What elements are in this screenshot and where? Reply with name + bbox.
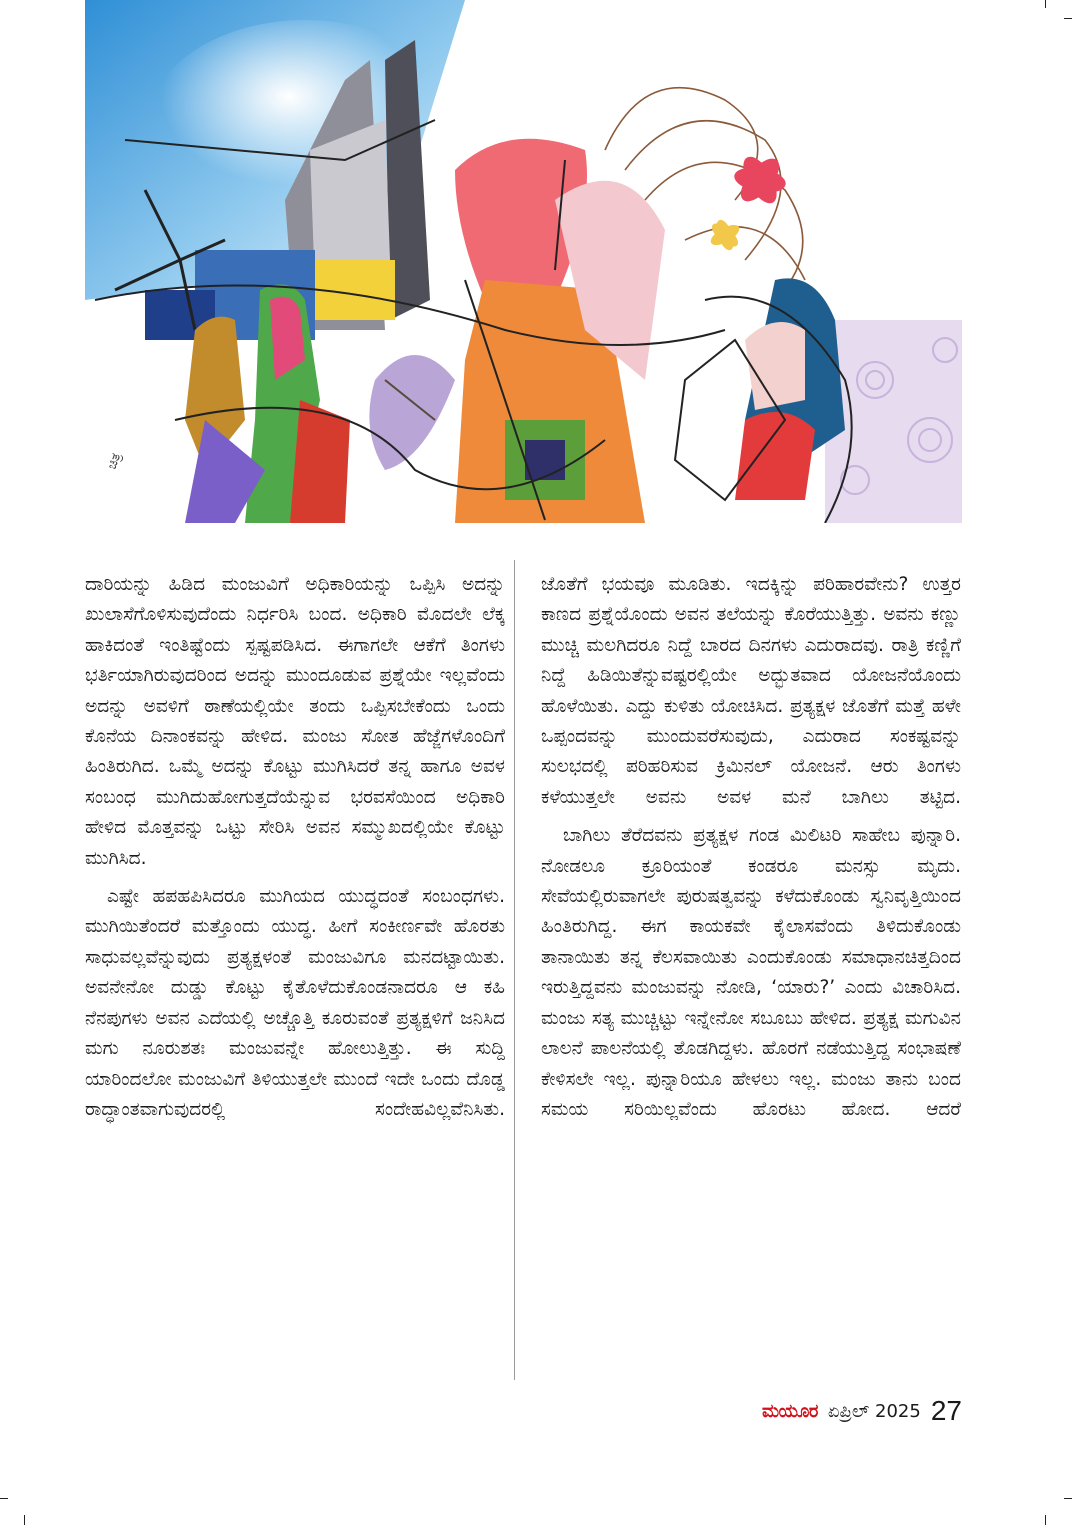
article-column-right [541, 570, 961, 1390]
body-paragraph: ಎಷ್ಟೇ ಹಪಹಪಿಸಿದರೂ ಮುಗಿಯದ ಯುದ್ಧದಂತೆ ಸಂಬಂಧಗಳು. ಮುಗಿಯಿತೆಂದರೆ ಮತ್ತೊಂದು ಯುದ್ಧ. ಹೀಗೆ ಸಂಕೀರ್ಣವೇ ಹೊರತು ಸಾಧುವಲ್ಲವೆನ್ನುವುದು ಪ್ರತ್ಯಕ್ಷಳಂತೆ ಮಂಜುವಿಗೂ ಮನದಟ್ಟಾಯಿತು. ಅವನೇನೋ ದುಡ್ಡು ಕೊಟ್ಟು ಕೈತೊಳೆದುಕೊಂಡನಾದರೂ ಆ ಕಹಿ ನೆನಪುಗಳು ಅವನ ಎದೆಯಲ್ಲಿ ಅಚ್ಚೊತ್ತಿ ಕೂರುವಂತೆ ಪ್ರತ್ಯಕ್ಷಳಿಗೆ ಜನಿಸಿದ ಮಗು ನೂರುಶತಃ ಮಂಜುವನ್ನೇ ಹೋಲುತ್ತಿತ್ತು. ಈ ಸುದ್ದಿ ಯಾರಿಂದಲೋ ಮಂಜುವಿಗೆ ತಿಳಿಯುತ್ತಲೇ ಮುಂದೆ ಇದೇ ಒಂದು ದೊಡ್ಡ ರಾದ್ಧಾಂತವಾಗುವುದರಲ್ಲಿ ಸಂದೇಹವಿಲ್ಲವೆನಿಸಿತು. [85, 886, 505, 1120]
crop-mark [1045, 0, 1046, 8]
page-number: 27 [930, 1395, 962, 1426]
crop-mark [0, 1498, 8, 1499]
page-footer [762, 1393, 962, 1429]
column-divider [514, 560, 515, 1380]
crop-mark [1064, 18, 1072, 19]
crop-mark [1064, 1498, 1072, 1499]
crop-mark [1045, 1515, 1046, 1525]
magazine-logo: ಮಯೂರ [761, 1400, 818, 1422]
story-illustration [85, 0, 962, 523]
issue-date: ಏಪ್ರಿಲ್ 2025 [827, 1400, 921, 1422]
article-column-left [85, 570, 505, 1390]
artist-signature: ಚಿತ್ರ [104, 451, 125, 472]
body-paragraph: ದಾರಿಯನ್ನು ಹಿಡಿದ ಮಂಜುವಿಗೆ ಅಧಿಕಾರಿಯನ್ನು ಒಪ್ಪಿಸಿ ಅದನ್ನು ಖುಲಾಸೆಗೊಳಿಸುವುದೆಂದು ನಿರ್ಧರಿಸಿ ಬಂದ. ಅಧಿಕಾರಿ ಮೊದಲೇ ಲೆಕ್ಕ ಹಾಕಿದಂತೆ ಇಂತಿಷ್ಟೆಂದು ಸ್ಪಷ್ಟಪಡಿಸಿದ. ಈಗಾಗಲೇ ಆಕೆಗೆ ತಿಂಗಳು ಭರ್ತಿಯಾಗಿರುವುದರಿಂದ ಅದನ್ನು ಮುಂದೂಡುವ ಪ್ರಶ್ನೆಯೇ ಇಲ್ಲವೆಂದು ಅದನ್ನು ಅವಳಿಗೆ ಠಾಣೆಯಲ್ಲಿಯೇ ತಂದು ಒಪ್ಪಿಸಬೇಕೆಂದು ಒಂದು ಕೊನೆಯ ದಿನಾಂಕವನ್ನು ಹೇಳಿದ. ಮಂಜು ಸೋತ ಹೆಜ್ಜೆಗಳೊಂದಿಗೆ ಹಿಂತಿರುಗಿದ. ಒಮ್ಮೆ ಅದನ್ನು ಕೊಟ್ಟು ಮುಗಿಸಿದರೆ ತನ್ನ ಹಾಗೂ ಅವಳ ಸಂಬಂಧ ಮುಗಿದುಹೋಗುತ್ತದೆಯೆನ್ನುವ ಭರವಸೆಯಿಂದ ಅಧಿಕಾರಿ ಹೇಳಿದ ಮೊತ್ತವನ್ನು ಒಟ್ಟು ಸೇರಿಸಿ ಅವನ ಸಮ್ಮುಖದಲ್ಲಿಯೇ ಕೊಟ್ಟು ಮುಗಿಸಿದ. [85, 574, 505, 869]
body-paragraph: ಬಾಗಿಲು ತೆರೆದವನು ಪ್ರತ್ಯಕ್ಷಳ ಗಂಡ ಮಿಲಿಟರಿ ಸಾಹೇಬ ಪುನ್ನಾರಿ. ನೋಡಲೂ ಕ್ರೂರಿಯಂತೆ ಕಂಡರೂ ಮನಸ್ಸು ಮೃದು. ಸೇವೆಯಲ್ಲಿರುವಾಗಲೇ ಪುರುಷತ್ವವನ್ನು ಕಳೆದುಕೊಂಡು ಸ್ವನಿವೃತ್ತಿಯಿಂದ ಹಿಂತಿರುಗಿದ್ದ. ಈಗ ಕಾಯಕವೇ ಕೈಲಾಸವೆಂದು ತಿಳಿದುಕೊಂಡು ತಾನಾಯಿತು ತನ್ನ ಕೆಲಸವಾಯಿತು ಎಂದುಕೊಂಡು ಸಮಾಧಾನಚಿತ್ತದಿಂದ ಇರುತ್ತಿದ್ದವನು ಮಂಜುವನ್ನು ನೋಡಿ, ‘ಯಾರು?’ ಎಂದು ವಿಚಾರಿಸಿದ. ಮಂಜು ಸತ್ಯ ಮುಚ್ಚಿಟ್ಟು ಇನ್ನೇನೋ ಸಬೂಬು ಹೇಳಿದ. ಪ್ರತ್ಯಕ್ಷ ಮಗುವಿನ ಲಾಲನೆ ಪಾಲನೆಯಲ್ಲಿ ತೊಡಗಿದ್ದಳು. ಹೊರಗೆ ನಡೆಯುತ್ತಿದ್ದ ಸಂಭಾಷಣೆ ಕೇಳಿಸಲೇ ಇಲ್ಲ. ಪುನ್ನಾರಿಯೂ ಹೇಳಲು ಇಲ್ಲ. ಮಂಜು ತಾನು ಬಂದ ಸಮಯ ಸರಿಯಿಲ್ಲವೆಂದು ಹೊರಟು ಹೋದ. ಆದರೆ [541, 825, 961, 1120]
body-paragraph: ಜೊತೆಗೆ ಭಯವೂ ಮೂಡಿತು. ಇದಕ್ಕಿನ್ನು ಪರಿಹಾರವೇನು? ಉತ್ತರ ಕಾಣದ ಪ್ರಶ್ನೆಯೊಂದು ಅವನ ತಲೆಯನ್ನು ಕೊರೆಯುತ್ತಿತ್ತು. ಅವನು ಕಣ್ಣು ಮುಚ್ಚಿ ಮಲಗಿದರೂ ನಿದ್ದೆ ಬಾರದ ದಿನಗಳು ಎದುರಾದವು. ರಾತ್ರಿ ಕಣ್ಣಿಗೆ ನಿದ್ದೆ ಹಿಡಿಯಿತೆನ್ನುವಷ್ಟರಲ್ಲಿಯೇ ಅದ್ಭುತವಾದ ಯೋಜನೆಯೊಂದು ಹೊಳೆಯಿತು. ಎದ್ದು ಕುಳಿತು ಯೋಚಿಸಿದ. ಪ್ರತ್ಯಕ್ಷಳ ಜೊತೆಗೆ ಮತ್ತೆ ಹಳೇ ಒಪ್ಪಂದವನ್ನು ಮುಂದುವರೆಸುವುದು, ಎದುರಾದ ಸಂಕಷ್ಟವನ್ನು ಸುಲಭದಲ್ಲಿ ಪರಿಹರಿಸುವ ಕ್ರಿಮಿನಲ್ ಯೋಜನೆ. ಆರು ತಿಂಗಳು ಕಳೆಯುತ್ತಲೇ ಅವನು ಅವಳ ಮನೆ ಬಾಗಿಲು ತಟ್ಟಿದ. [541, 574, 961, 808]
crop-mark [24, 1515, 25, 1525]
